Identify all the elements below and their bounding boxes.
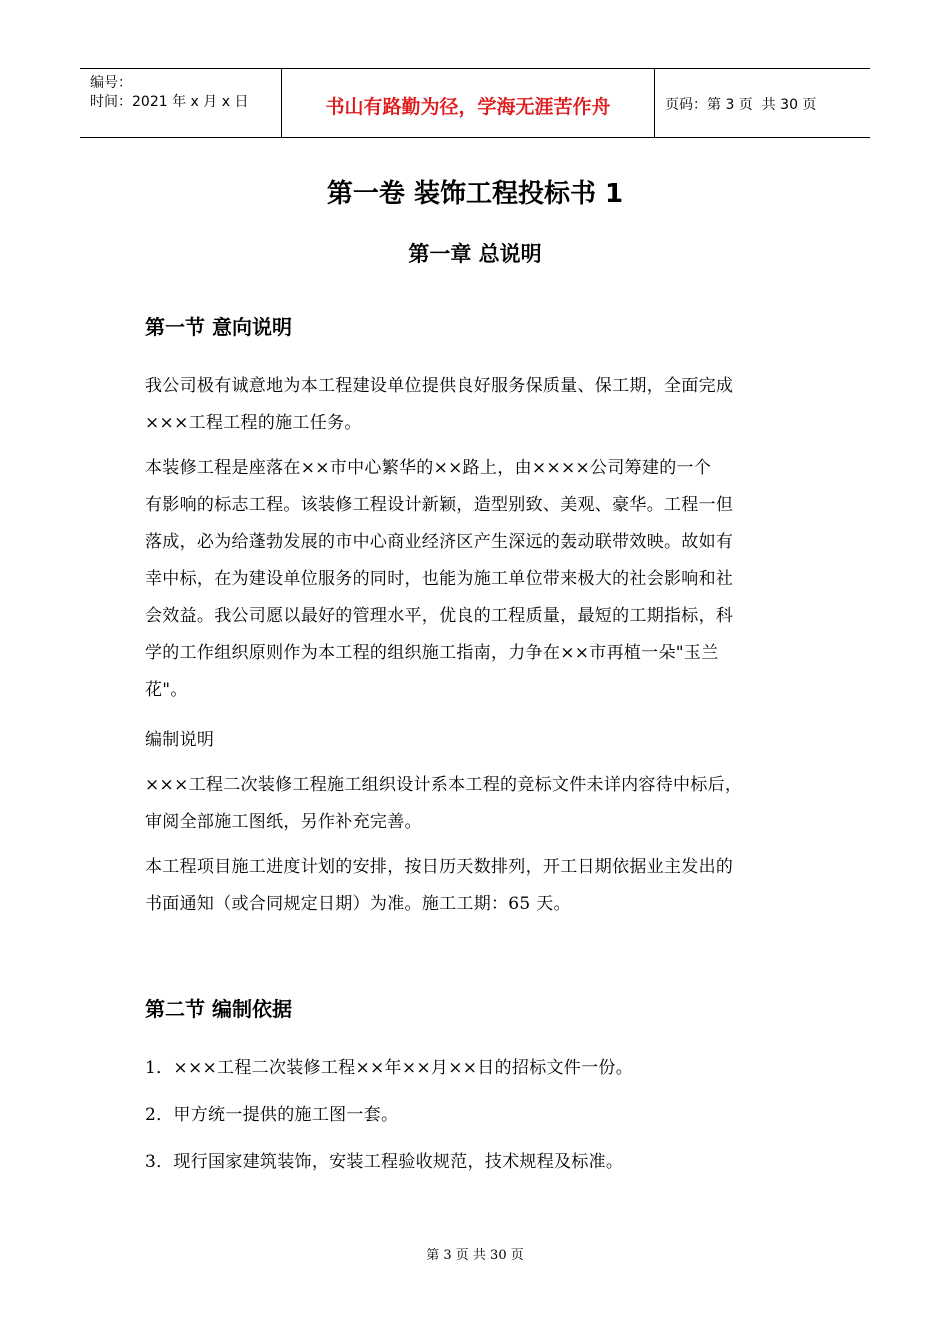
paragraph-intent xyxy=(145,368,810,442)
basis-list xyxy=(145,1050,810,1181)
text-line: ×××工程二次装修工程施工组织设计系本工程的竞标文件未详内容待中标后， xyxy=(145,775,743,795)
text-line: 有影响的标志工程。该装修工程设计新颖，造型别致、美观、豪华。工程一但 xyxy=(145,495,734,515)
chapter-title: 第一章 总说明 xyxy=(408,242,542,266)
text-line: 花"。 xyxy=(145,680,188,700)
section-heading-basis: 第二节 编制依据 xyxy=(145,997,292,1021)
text-line: 学的工作组织原则作为本工程的组织施工指南，力争在××市再植一朵"玉兰 xyxy=(145,643,719,663)
page-header xyxy=(80,68,870,138)
text-line: 编制说明 xyxy=(145,730,215,750)
header-motto: 书山有路勤为径，学海无涯苦作舟 xyxy=(281,69,655,137)
paragraph-compilation-note xyxy=(145,767,810,841)
list-item: 1．×××工程二次装修工程××年××月××日的招标文件一份。 xyxy=(145,1058,634,1078)
text-line: 幸中标，在为建设单位服务的同时，也能为施工单位带来极大的社会影响和社 xyxy=(145,569,734,589)
paragraph-schedule xyxy=(145,849,810,923)
page-info-text: 页码：第 3 页 共 30 页 xyxy=(665,97,817,113)
text-line: 落成，必为给蓬勃发展的市中心商业经济区产生深远的轰动联带效映。故如有 xyxy=(145,532,734,552)
document-title: 第一卷 装饰工程投标书 1 xyxy=(326,179,624,209)
page-footer: 第 3 页 共 30 页 xyxy=(426,1248,524,1263)
time-label: 时间：2021 年 x 月 x 日 xyxy=(90,94,249,110)
paragraph-compilation-note-label xyxy=(145,722,810,759)
header-meta xyxy=(80,69,281,137)
text-line: 会效益。我公司愿以最好的管理水平，优良的工程质量，最短的工期指标，科 xyxy=(145,606,734,626)
text-line: 审阅全部施工图纸，另作补充完善。 xyxy=(145,812,422,832)
text-line: 书面通知（或合同规定日期）为准。施工工期：65 天。 xyxy=(145,894,571,914)
text-line: 本工程项目施工进度计划的安排，按日历天数排列，开工日期依据业主发出的 xyxy=(145,857,734,877)
text-line: 我公司极有诚意地为本工程建设单位提供良好服务保质量、保工期，全面完成 xyxy=(145,376,734,396)
number-label: 编号： xyxy=(90,75,132,91)
text-line: 本装修工程是座落在××市中心繁华的××路上，由××××公司筹建的一个 xyxy=(145,458,712,478)
list-item: 2．甲方统一提供的施工图一套。 xyxy=(145,1105,399,1125)
text-line: ×××工程工程的施工任务。 xyxy=(145,413,362,433)
list-item: 3．现行国家建筑装饰，安装工程验收规范，技术规程及标准。 xyxy=(145,1152,624,1172)
paragraph-project-description xyxy=(145,450,810,709)
section-heading-intent: 第一节 意向说明 xyxy=(145,315,292,339)
header-page-info xyxy=(655,69,870,137)
